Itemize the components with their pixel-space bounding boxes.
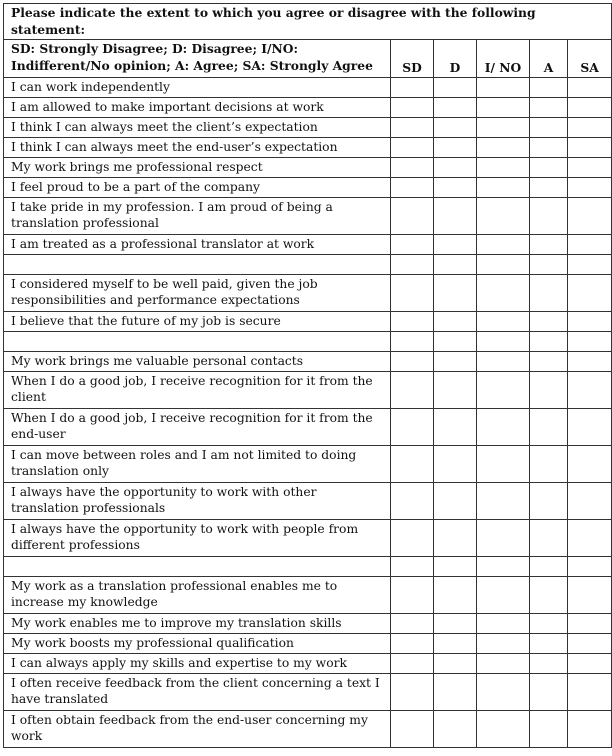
statement-text: I can work independently <box>4 77 391 97</box>
statement-row <box>4 177 612 197</box>
response-cell-sa[interactable] <box>568 613 612 633</box>
response-cell-ino[interactable] <box>477 274 530 311</box>
response-cell-d[interactable] <box>434 633 477 653</box>
response-cell-a[interactable] <box>530 274 568 311</box>
response-cell-sa[interactable] <box>568 576 612 613</box>
statement-text: I always have the opportunity to work with people from different professions <box>4 519 391 556</box>
response-cell-sd[interactable] <box>391 633 434 653</box>
response-cell-a[interactable] <box>530 351 568 371</box>
statement-row <box>4 371 612 408</box>
statement-text: I can move between roles and I am not limited to doing translation only <box>4 445 391 482</box>
statement-text <box>4 254 391 274</box>
statement-text: I think I can always meet the client’s expectation <box>4 117 391 137</box>
response-cell-sd[interactable] <box>391 197 434 234</box>
response-cell-ino[interactable] <box>477 482 530 519</box>
response-cell-d[interactable] <box>434 653 477 673</box>
response-cell-sa[interactable] <box>568 633 612 653</box>
response-cell-sa[interactable] <box>568 311 612 331</box>
response-cell-d[interactable] <box>434 408 477 445</box>
response-cell-d <box>434 254 477 274</box>
response-cell-d[interactable] <box>434 482 477 519</box>
response-cell-ino[interactable] <box>477 77 530 97</box>
response-cell-sd[interactable] <box>391 673 434 710</box>
response-cell-d[interactable] <box>434 311 477 331</box>
statement-text: I considered myself to be well paid, given the job responsibilities and performance expectations <box>4 274 391 311</box>
statement-row <box>4 274 612 311</box>
response-cell-a[interactable] <box>530 576 568 613</box>
response-cell-ino[interactable] <box>477 97 530 117</box>
response-cell-ino[interactable] <box>477 311 530 331</box>
response-cell-a[interactable] <box>530 234 568 254</box>
response-cell-d[interactable] <box>434 157 477 177</box>
statement-text: My work brings me professional respect <box>4 157 391 177</box>
statement-row <box>4 710 612 747</box>
response-cell-sd[interactable] <box>391 653 434 673</box>
response-cell-a <box>530 556 568 576</box>
blank-row <box>4 254 612 274</box>
response-cell-sa[interactable] <box>568 157 612 177</box>
response-cell-d[interactable] <box>434 371 477 408</box>
statement-text: I can always apply my skills and expertise to my work <box>4 653 391 673</box>
response-cell-sa[interactable] <box>568 482 612 519</box>
response-cell-d[interactable] <box>434 177 477 197</box>
response-cell-a[interactable] <box>530 77 568 97</box>
statement-row <box>4 77 612 97</box>
statement-text: My work brings me valuable personal contacts <box>4 351 391 371</box>
response-cell-a[interactable] <box>530 445 568 482</box>
response-cell-ino[interactable] <box>477 445 530 482</box>
response-cell-sd <box>391 556 434 576</box>
response-cell-ino <box>477 556 530 576</box>
statement-text: I often obtain feedback from the end-user concerning my work <box>4 710 391 747</box>
response-cell-sa[interactable] <box>568 653 612 673</box>
statement-text: My work as a translation professional enables me to increase my knowledge <box>4 576 391 613</box>
response-cell-sd[interactable] <box>391 137 434 157</box>
response-cell-a[interactable] <box>530 177 568 197</box>
response-cell-ino[interactable] <box>477 137 530 157</box>
response-cell-ino <box>477 331 530 351</box>
statement-row <box>4 673 612 710</box>
response-cell-ino[interactable] <box>477 519 530 556</box>
response-cell-d[interactable] <box>434 274 477 311</box>
blank-row <box>4 556 612 576</box>
response-cell-ino[interactable] <box>477 613 530 633</box>
response-cell-d[interactable] <box>434 137 477 157</box>
response-cell-d[interactable] <box>434 445 477 482</box>
response-cell-sd[interactable] <box>391 408 434 445</box>
response-cell-a[interactable] <box>530 633 568 653</box>
response-cell-a[interactable] <box>530 710 568 747</box>
response-cell-a[interactable] <box>530 311 568 331</box>
response-cell-ino[interactable] <box>477 633 530 653</box>
response-cell-a[interactable] <box>530 197 568 234</box>
response-cell-d <box>434 331 477 351</box>
response-cell-a[interactable] <box>530 653 568 673</box>
response-cell-d <box>434 556 477 576</box>
response-cell-a[interactable] <box>530 97 568 117</box>
response-cell-sd[interactable] <box>391 311 434 331</box>
scale-header-sd: SD <box>391 40 434 78</box>
response-cell-sa[interactable] <box>568 234 612 254</box>
response-cell-a[interactable] <box>530 613 568 633</box>
response-cell-a <box>530 331 568 351</box>
response-cell-d[interactable] <box>434 673 477 710</box>
header-row <box>4 40 612 78</box>
response-cell-d[interactable] <box>434 117 477 137</box>
response-cell-sd[interactable] <box>391 519 434 556</box>
statement-text: When I do a good job, I receive recognition for it from the client <box>4 371 391 408</box>
response-cell-a[interactable] <box>530 137 568 157</box>
response-cell-sd[interactable] <box>391 77 434 97</box>
response-cell-sa[interactable] <box>568 351 612 371</box>
response-cell-sd[interactable] <box>391 445 434 482</box>
response-cell-d[interactable] <box>434 77 477 97</box>
statement-row <box>4 351 612 371</box>
response-cell-sa <box>568 331 612 351</box>
response-cell-sa[interactable] <box>568 137 612 157</box>
statement-text <box>4 556 391 576</box>
scale-header-sa: SA <box>568 40 612 78</box>
response-cell-sd[interactable] <box>391 234 434 254</box>
statement-text <box>4 331 391 351</box>
statement-text: My work boosts my professional qualification <box>4 633 391 653</box>
response-cell-ino <box>477 254 530 274</box>
statement-row <box>4 408 612 445</box>
response-cell-a[interactable] <box>530 157 568 177</box>
response-cell-sd[interactable] <box>391 371 434 408</box>
response-cell-sd <box>391 254 434 274</box>
statement-text: I take pride in my profession. I am proud of being a translation professional <box>4 197 391 234</box>
statement-row <box>4 117 612 137</box>
response-cell-d[interactable] <box>434 234 477 254</box>
response-cell-ino[interactable] <box>477 351 530 371</box>
response-cell-sa[interactable] <box>568 673 612 710</box>
response-cell-ino[interactable] <box>477 673 530 710</box>
scale-header-a: A <box>530 40 568 78</box>
response-cell-ino[interactable] <box>477 371 530 408</box>
statement-row <box>4 311 612 331</box>
scale-header-d: D <box>434 40 477 78</box>
statement-row <box>4 197 612 234</box>
statement-row <box>4 576 612 613</box>
response-cell-sa <box>568 254 612 274</box>
response-cell-sa[interactable] <box>568 408 612 445</box>
statement-text: My work enables me to improve my translation skills <box>4 613 391 633</box>
statement-text: I often receive feedback from the client concerning a text I have translated <box>4 673 391 710</box>
response-cell-ino[interactable] <box>477 576 530 613</box>
statement-text: I am treated as a professional translator at work <box>4 234 391 254</box>
statement-row <box>4 633 612 653</box>
response-cell-sa[interactable] <box>568 445 612 482</box>
statement-row <box>4 613 612 633</box>
instruction-text: Please indicate the extent to which you agree or disagree with the following statement: <box>4 4 612 40</box>
statement-row <box>4 482 612 519</box>
instruction-row <box>4 4 612 40</box>
response-cell-d[interactable] <box>434 97 477 117</box>
response-cell-ino[interactable] <box>477 157 530 177</box>
statement-row <box>4 653 612 673</box>
response-cell-d[interactable] <box>434 519 477 556</box>
response-cell-a[interactable] <box>530 371 568 408</box>
response-cell-sa[interactable] <box>568 97 612 117</box>
response-cell-d[interactable] <box>434 710 477 747</box>
response-cell-a[interactable] <box>530 117 568 137</box>
statement-text: I feel proud to be a part of the company <box>4 177 391 197</box>
response-cell-d[interactable] <box>434 197 477 234</box>
response-cell-sa[interactable] <box>568 710 612 747</box>
response-cell-sd[interactable] <box>391 157 434 177</box>
statement-row <box>4 157 612 177</box>
response-cell-ino[interactable] <box>477 197 530 234</box>
response-cell-ino[interactable] <box>477 234 530 254</box>
statement-text: I always have the opportunity to work with other translation professionals <box>4 482 391 519</box>
response-cell-sd[interactable] <box>391 97 434 117</box>
response-cell-sa[interactable] <box>568 197 612 234</box>
scale-header-ino: I/ NO <box>477 40 530 78</box>
response-cell-sd[interactable] <box>391 117 434 137</box>
statement-row <box>4 97 612 117</box>
response-cell-ino[interactable] <box>477 653 530 673</box>
response-cell-ino[interactable] <box>477 710 530 747</box>
statement-row <box>4 445 612 482</box>
response-cell-a <box>530 254 568 274</box>
response-cell-a[interactable] <box>530 519 568 556</box>
statement-row <box>4 519 612 556</box>
statement-row <box>4 234 612 254</box>
response-cell-ino[interactable] <box>477 408 530 445</box>
response-cell-ino[interactable] <box>477 117 530 137</box>
statement-text: I am allowed to make important decisions at work <box>4 97 391 117</box>
response-cell-sa[interactable] <box>568 77 612 97</box>
statement-text: When I do a good job, I receive recognition for it from the end-user <box>4 408 391 445</box>
scale-legend: SD: Strongly Disagree; D: Disagree; I/NO: Indifferent/No opinion; A: Agree; SA: Strongly Agree <box>4 40 391 78</box>
response-cell-sa[interactable] <box>568 177 612 197</box>
response-cell-sd[interactable] <box>391 576 434 613</box>
response-cell-sd[interactable] <box>391 613 434 633</box>
response-cell-sd[interactable] <box>391 274 434 311</box>
statement-text: I think I can always meet the end-user’s expectation <box>4 137 391 157</box>
response-cell-sd <box>391 331 434 351</box>
statement-row <box>4 137 612 157</box>
response-cell-sd[interactable] <box>391 710 434 747</box>
response-cell-d[interactable] <box>434 351 477 371</box>
response-cell-a[interactable] <box>530 482 568 519</box>
response-cell-sa[interactable] <box>568 117 612 137</box>
response-cell-sd[interactable] <box>391 351 434 371</box>
response-cell-d[interactable] <box>434 613 477 633</box>
response-cell-sa[interactable] <box>568 274 612 311</box>
response-cell-d[interactable] <box>434 576 477 613</box>
response-cell-sa[interactable] <box>568 519 612 556</box>
statement-text: I believe that the future of my job is secure <box>4 311 391 331</box>
blank-row <box>4 331 612 351</box>
response-cell-a[interactable] <box>530 408 568 445</box>
response-cell-sd[interactable] <box>391 482 434 519</box>
response-cell-sa[interactable] <box>568 371 612 408</box>
response-cell-sd[interactable] <box>391 177 434 197</box>
response-cell-a[interactable] <box>530 673 568 710</box>
response-cell-ino[interactable] <box>477 177 530 197</box>
response-cell-sa <box>568 556 612 576</box>
survey-table <box>3 3 612 748</box>
